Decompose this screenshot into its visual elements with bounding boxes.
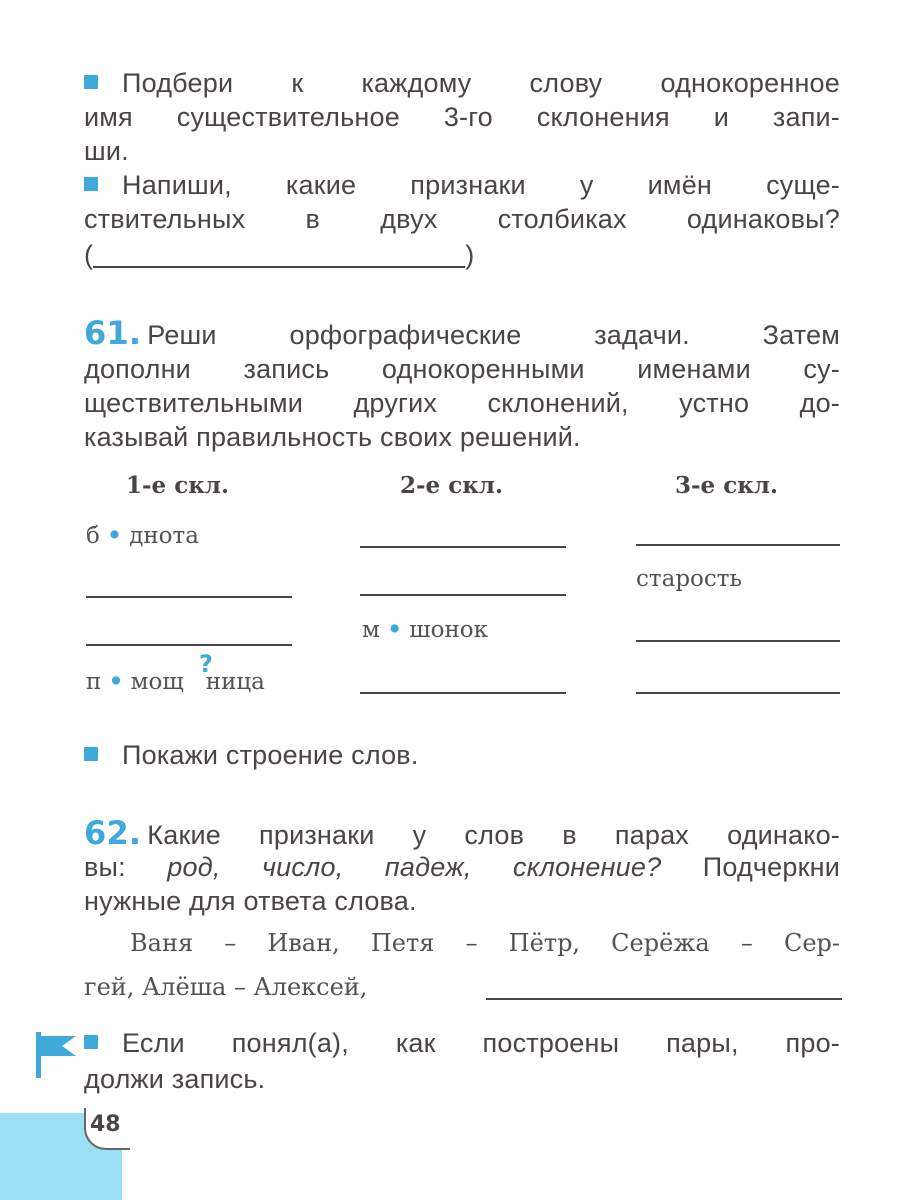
task-line: ши. bbox=[84, 136, 129, 166]
task-line bbox=[84, 66, 840, 100]
bullet-icon bbox=[84, 177, 98, 191]
exercise-text: вы: bbox=[84, 852, 168, 882]
task-text: Покажи строение слов. bbox=[122, 740, 419, 770]
word-part: м bbox=[362, 617, 380, 643]
word-part: б bbox=[86, 523, 100, 549]
bullet-icon bbox=[84, 75, 98, 89]
answer-line[interactable] bbox=[636, 692, 840, 694]
bullet-icon bbox=[84, 747, 98, 761]
exercise-62-line: нужные для ответа слова. bbox=[84, 886, 417, 916]
page-number: 48 bbox=[84, 1108, 130, 1150]
followup-task bbox=[84, 738, 840, 772]
answer-line[interactable] bbox=[360, 692, 566, 694]
paren-close: ) bbox=[465, 240, 475, 270]
task-line bbox=[84, 168, 840, 202]
exercise-number: 62. bbox=[84, 814, 142, 852]
word-mishonok bbox=[362, 616, 488, 643]
exercise-text: Реши орфографические задачи. Затем bbox=[147, 320, 840, 350]
exercise-61-line: ществительными других склонений, устно до- bbox=[84, 388, 840, 418]
gap-dot[interactable]: • bbox=[387, 616, 402, 643]
word-part: днота bbox=[129, 523, 199, 549]
flag-icon bbox=[36, 1032, 80, 1078]
question-mark-icon: ? bbox=[199, 650, 213, 678]
task-line: ствительных в двух столбиках одинаковы? bbox=[84, 204, 840, 234]
exercise-text: Подчеркни bbox=[661, 852, 841, 882]
column-header-2: 2-е скл. bbox=[400, 472, 504, 499]
answer-line[interactable] bbox=[360, 546, 566, 548]
exercise-text: Какие признаки у слов в парах одинако- bbox=[147, 820, 840, 850]
answer-line[interactable] bbox=[636, 544, 840, 546]
bullet-icon bbox=[84, 1035, 98, 1049]
exercise-number: 61. bbox=[84, 314, 142, 352]
answer-line[interactable] bbox=[636, 640, 840, 642]
name-pairs-text: гей, Алёша – Алексей, bbox=[84, 973, 368, 1001]
gap-dot[interactable]: • bbox=[107, 522, 122, 549]
word-part: шонок bbox=[409, 617, 489, 643]
answer-line[interactable] bbox=[86, 644, 292, 646]
task-text: Подбери к каждому слову однокоренное bbox=[122, 68, 840, 98]
exercise-61-line: казывай правильность своих решений. bbox=[84, 422, 581, 452]
word-starost: старость bbox=[636, 566, 743, 592]
task-text: Если понял(а), как построены пары, про- bbox=[122, 1028, 840, 1058]
paren-open: ( bbox=[84, 240, 94, 270]
answer-line[interactable] bbox=[86, 596, 292, 598]
task-text: Напиши, какие признаки у имён суще- bbox=[122, 170, 840, 200]
exercise-62-line bbox=[84, 850, 840, 884]
extra-task-line bbox=[84, 1026, 840, 1060]
task-line: имя существительное 3-го склонения и запи- bbox=[84, 102, 840, 132]
options-italic: род, число, падеж, склонение? bbox=[167, 852, 662, 882]
gap-dot[interactable]: • bbox=[108, 668, 124, 695]
answer-blank[interactable] bbox=[84, 238, 840, 272]
column-header-1: 1-е скл. bbox=[126, 472, 230, 499]
word-bednota bbox=[86, 522, 199, 549]
word-part: ница bbox=[205, 669, 265, 695]
exercise-61-line bbox=[84, 316, 840, 350]
exercise-62-line bbox=[84, 816, 840, 850]
name-pairs-line: Ваня – Иван, Петя – Пётр, Серёжа – Сер- bbox=[130, 929, 840, 957]
column-header-3: 3-е скл. bbox=[675, 472, 779, 499]
word-part: п bbox=[86, 669, 102, 695]
word-part: мощ bbox=[130, 669, 184, 695]
answer-line[interactable] bbox=[93, 266, 465, 268]
exercise-61-line: дополни запись однокоренными именами су- bbox=[84, 354, 840, 384]
word-pomoshnitsa bbox=[86, 668, 265, 695]
extra-task-line: должи запись. bbox=[84, 1064, 266, 1094]
answer-line[interactable] bbox=[486, 998, 842, 1000]
answer-line[interactable] bbox=[360, 594, 566, 596]
